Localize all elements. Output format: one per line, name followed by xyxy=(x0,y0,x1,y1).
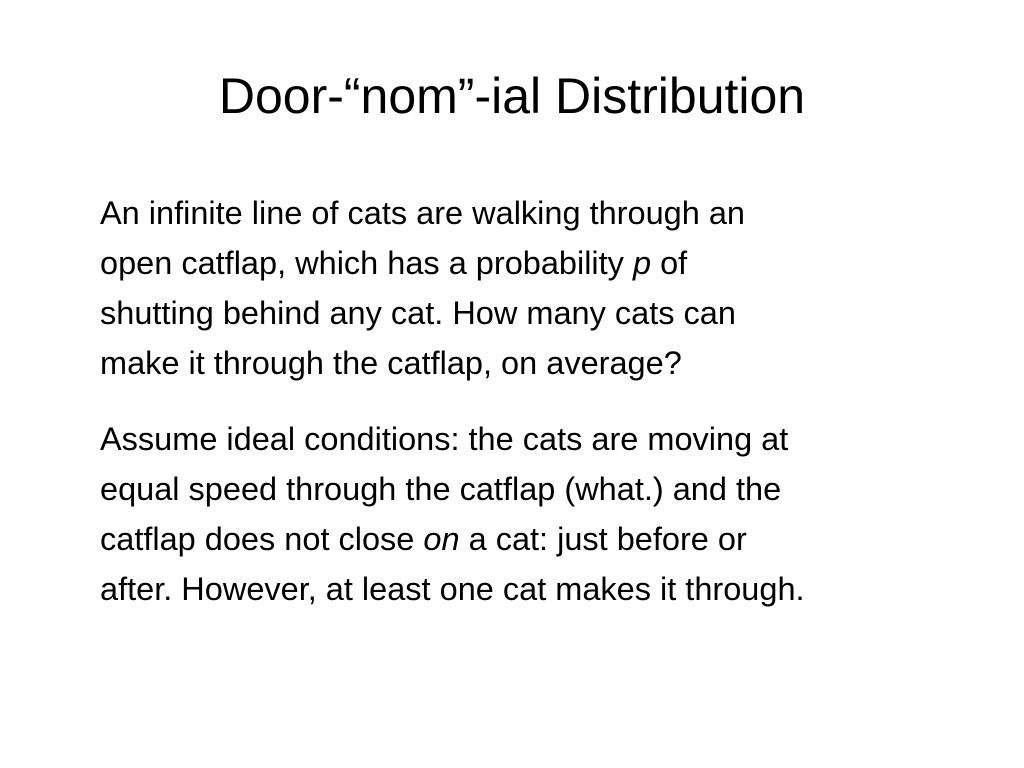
assumptions-line-3 xyxy=(100,514,980,564)
slide-body xyxy=(100,188,980,614)
question-line-2 xyxy=(100,238,980,288)
question-line-2-start: open catflap, which has a probability xyxy=(100,245,633,281)
assumptions-line-3-end: a cat: just before or xyxy=(459,521,747,557)
assumptions-line-2: equal speed through the catflap (what.) and the xyxy=(100,471,782,507)
question-line-3: shutting behind any cat. How many cats can xyxy=(100,295,736,331)
question-line-2-end: of xyxy=(651,245,688,281)
question-paragraph xyxy=(100,188,980,388)
assumptions-paragraph xyxy=(100,414,980,614)
probability-variable: p xyxy=(632,245,652,281)
emphasis-on: on xyxy=(423,521,460,557)
assumptions-line-1: Assume ideal conditions: the cats are moving at xyxy=(100,421,789,457)
assumptions-line-3-start: catflap does not close xyxy=(100,521,424,557)
question-line-1: An infinite line of cats are walking through an xyxy=(100,195,745,231)
assumptions-line-4: after. However, at least one cat makes it through. xyxy=(100,571,805,607)
slide-title: Door-“nom”-ial Distribution xyxy=(218,68,806,124)
question-line-4: make it through the catflap, on average? xyxy=(100,345,682,381)
